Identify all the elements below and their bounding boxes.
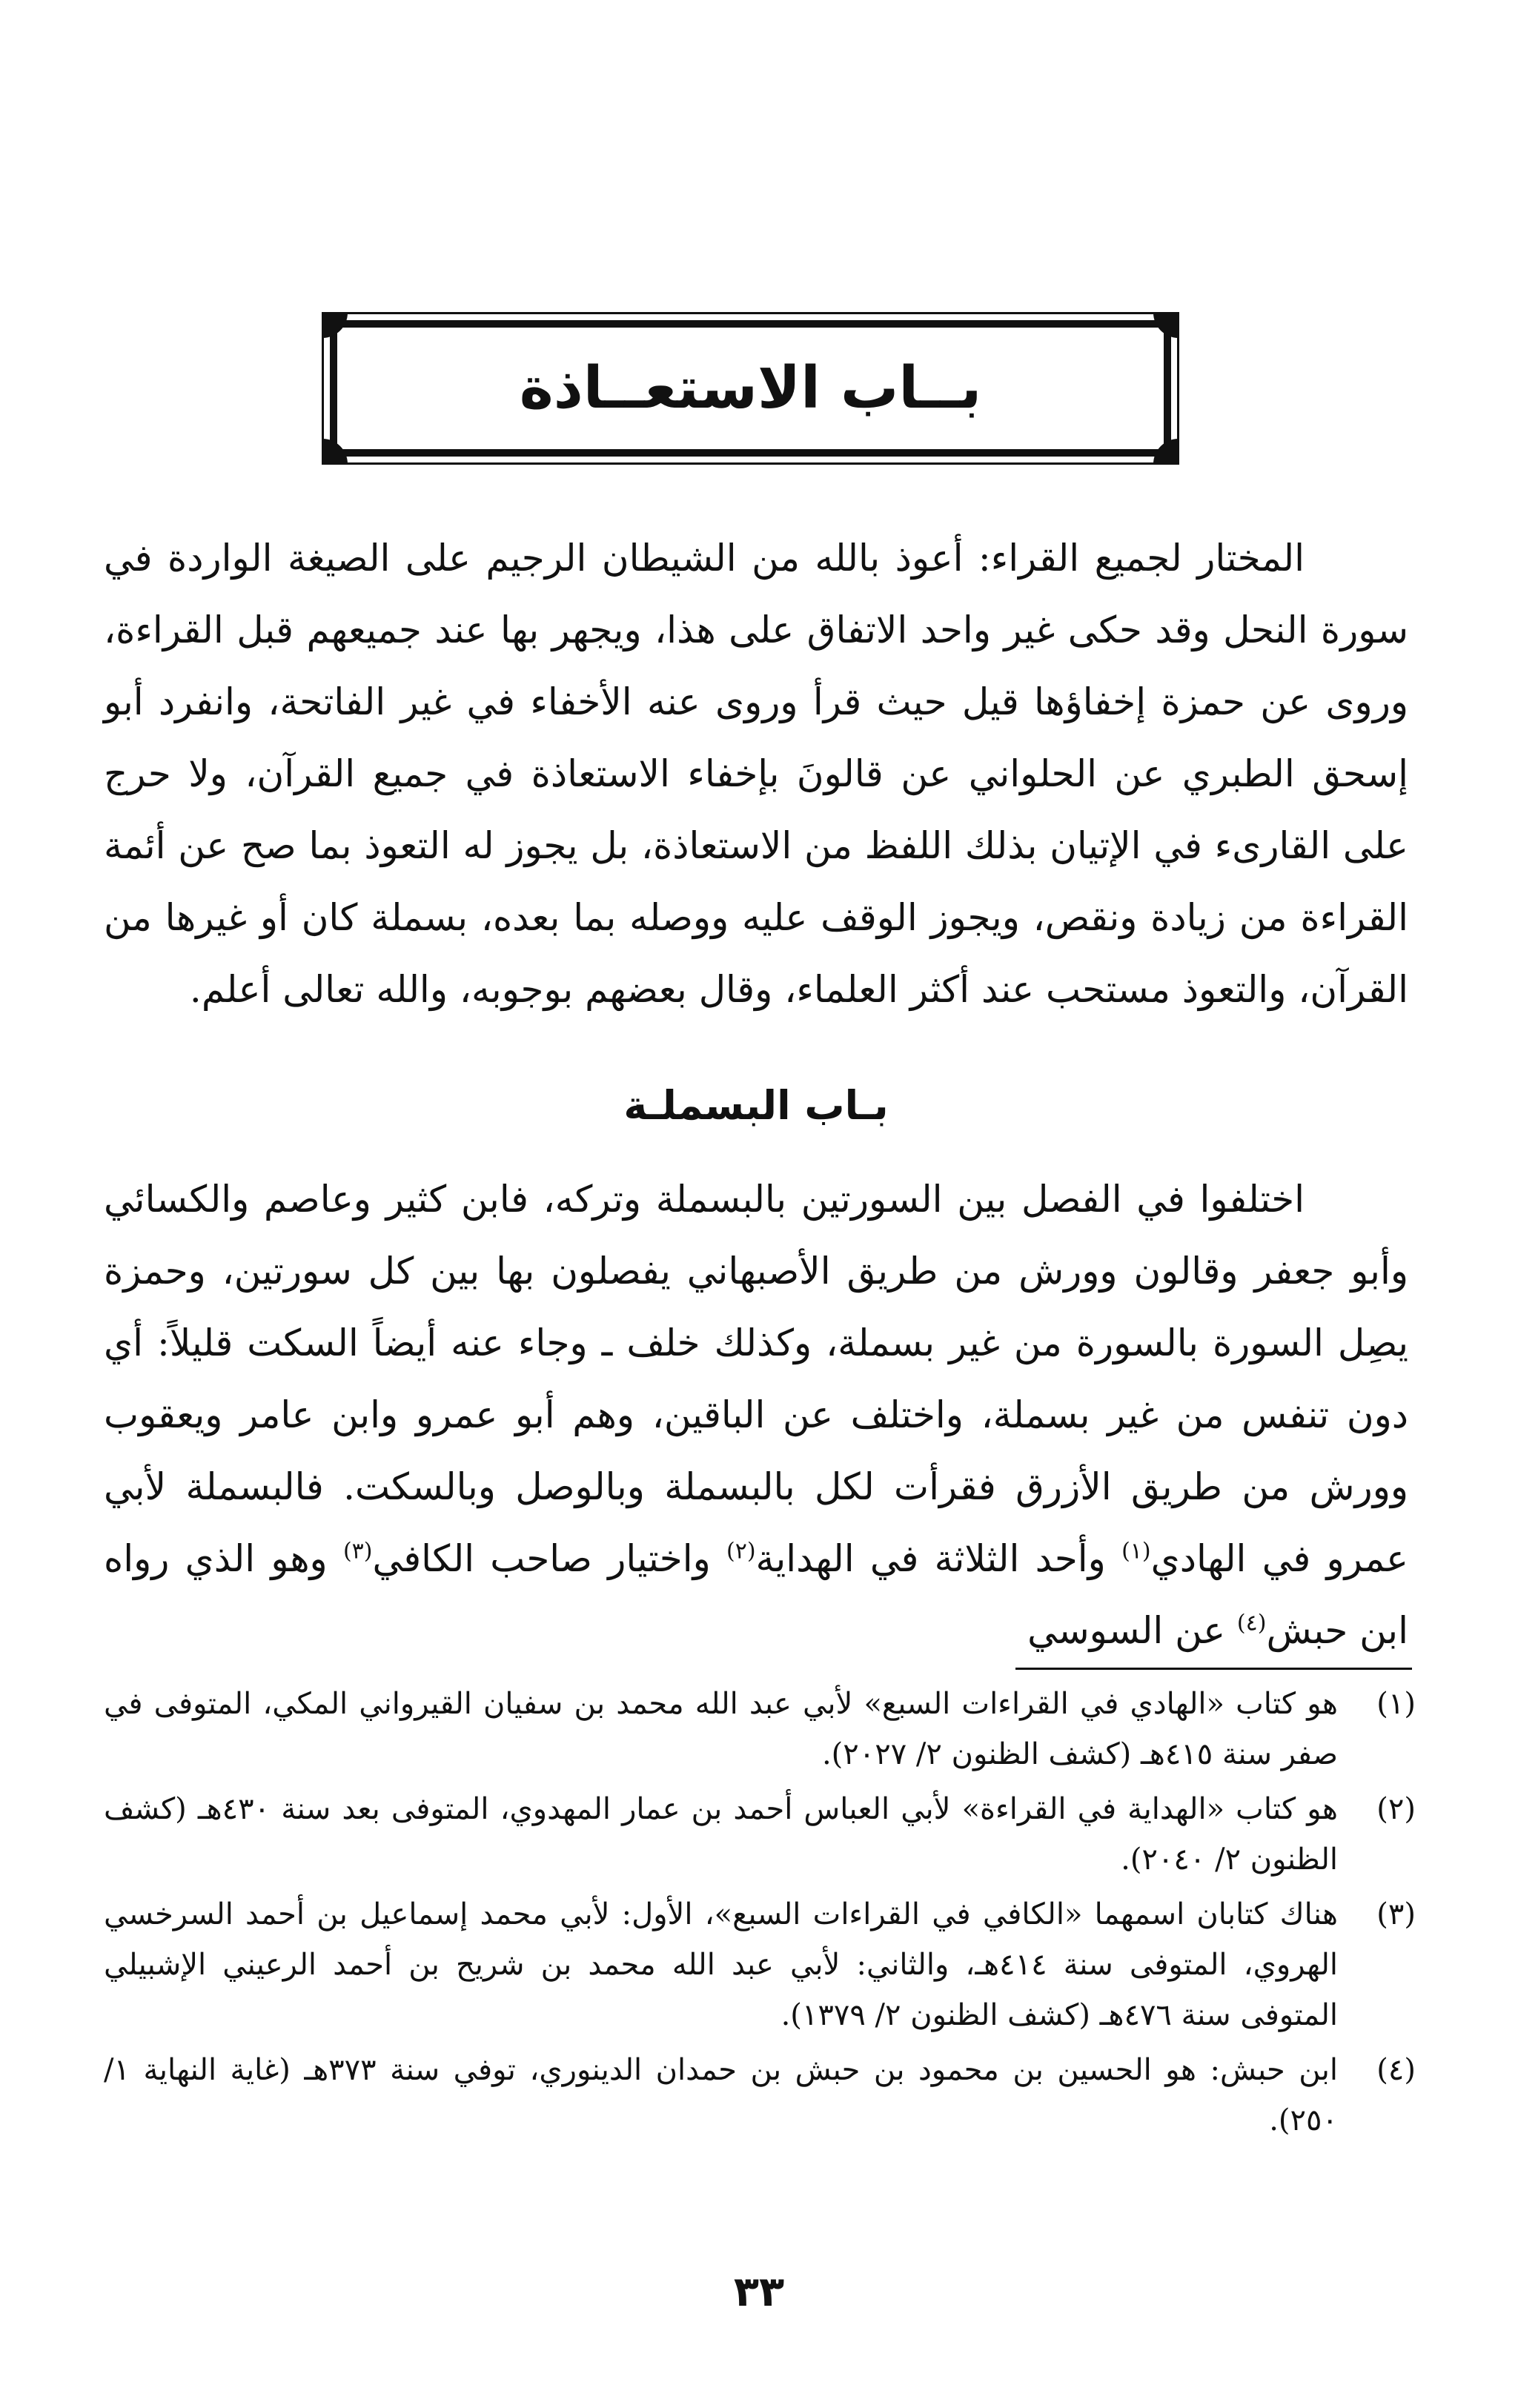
footnote-ref-4[interactable]: (٤) [1236,1610,1267,1636]
title-frame [330,320,1171,457]
footnote-text: ابن حبش: هو الحسين بن محمود بن حبش بن حمدان الدينوري، توفي سنة ٣٧٣هـ (غاية النهاية ١/ ٢٥٠). [104,2053,1338,2137]
footnotes [104,1679,1416,2150]
footnote-text: هو كتاب «الهداية في القراءة» لأبي العباس أحمد بن عمار المهدوي، المتوفى بعد سنة ٤٣٠هـ (كشف الظنون ٢/ ٢٠٤٠). [104,1792,1338,1877]
footnote-text: هو كتاب «الهادي في القراءات السبع» لأبي عبد الله محمد بن سفيان القيرواني المكي، المتوفى في صفر سنة ٤١٥هـ (كشف الظنون ٢/ ٢٠٢٧). [104,1687,1338,1771]
footnote-ref-3[interactable]: (٣) [342,1538,373,1565]
frame-corner-ornament [1153,313,1179,338]
basmala-text-part: اختلفوا في الفصل بين السورتين بالبسملة وتركه، فابن كثير وعاصم والكسائي وأبو جعفر وقالون وورش من طريق الأصبهاني يفصلون بها بين كل سورتين، وحمزة يصِل السورة بالسورة من غير بسملة، وكذلك خلف ـ وجاء عنه أيضاً السكت قليلاً: أي دون تنفس من غير بسملة، واختلف عن الباقين، وهم أبو عمرو وابن عامر ويعقوب وورش من طريق الأزرق فقرأت لكل بالبسملة وبالوصل وبالسكت. فالبسملة لأبي عمرو في الهادي [104,1178,1408,1580]
footnote-item [104,1889,1416,2040]
footnote-item [104,2045,1416,2146]
chapter-title: بــاب الاستعــاذة [519,355,982,422]
footnote-number: (١) [1376,1687,1416,1721]
frame-corner-ornament [1153,439,1179,464]
frame-corner-ornament [322,313,348,338]
basmala-paragraph [104,1164,1408,1667]
footnote-number: (٢) [1376,1792,1416,1826]
istiadha-paragraph: المختار لجميع القراء: أعوذ بالله من الشيطان الرجيم على الصيغة الواردة في سورة النحل وقد حكى غير واحد الاتفاق على هذا، ويجهر بها عند جميعهم قبل القراءة، وروى عن حمزة إخفاؤها قيل حيث قرأ وروى عنه الأخفاء في غير الفاتحة، وانفرد أبو إسحق الطبري عن الحلواني عن قالونَ بإخفاء الاستعاذة في جميع القرآن، ولا حرج على القارىء في الإتيان بذلك اللفظ من الاستعاذة، بل يجوز له التعوذ بما صح عن أئمة القراءة من زيادة ونقص، ويجوز الوقف عليه ووصله بما بعده، بسملة كان أو غيرها من القرآن، والتعوذ مستحب عند أكثر العلماء، وقال بعضهم بوجوبه، والله تعالى أعلم. [104,537,1408,1011]
footnote-text: هناك كتابان اسمهما «الكافي في القراءات السبع»، الأول: لأبي محمد إسماعيل بن أحمد السرخسي الهروي، المتوفى سنة ٤١٤هـ، والثاني: لأبي عبد الله محمد بن شريح بن أحمد الرعيني الإشبيلي المتوفى سنة ٤٧٦هـ (كشف الظنون ٢/ ١٣٧٩). [104,1897,1339,2032]
footnote-ref-1[interactable]: (١) [1121,1538,1151,1565]
footnote-separator [1015,1668,1412,1670]
basmala-text-part: عن السوسي [1027,1609,1237,1652]
footnote-ref-2[interactable]: (٢) [726,1538,756,1565]
basmala-text-part: وهو الذي رواه ابن حبش [104,1537,1408,1652]
basmala-text-part: وأحد الثلاثة في الهداية [755,1537,1122,1580]
section-heading: بـاب البسملـة [623,1082,889,1129]
footnote-item [104,1784,1416,1885]
basmala-paragraph-block [104,1164,1408,1667]
page-number: ٣٣ [733,2268,785,2316]
basmala-text-part: واختيار صاحب الكافي [372,1537,726,1580]
footnote-number: (٣) [1376,1897,1416,1931]
footnote-number: (٤) [1376,2053,1416,2087]
istiadha-paragraph-block [104,523,1408,1026]
frame-corner-ornament [322,439,348,464]
footnote-item [104,1679,1416,1780]
